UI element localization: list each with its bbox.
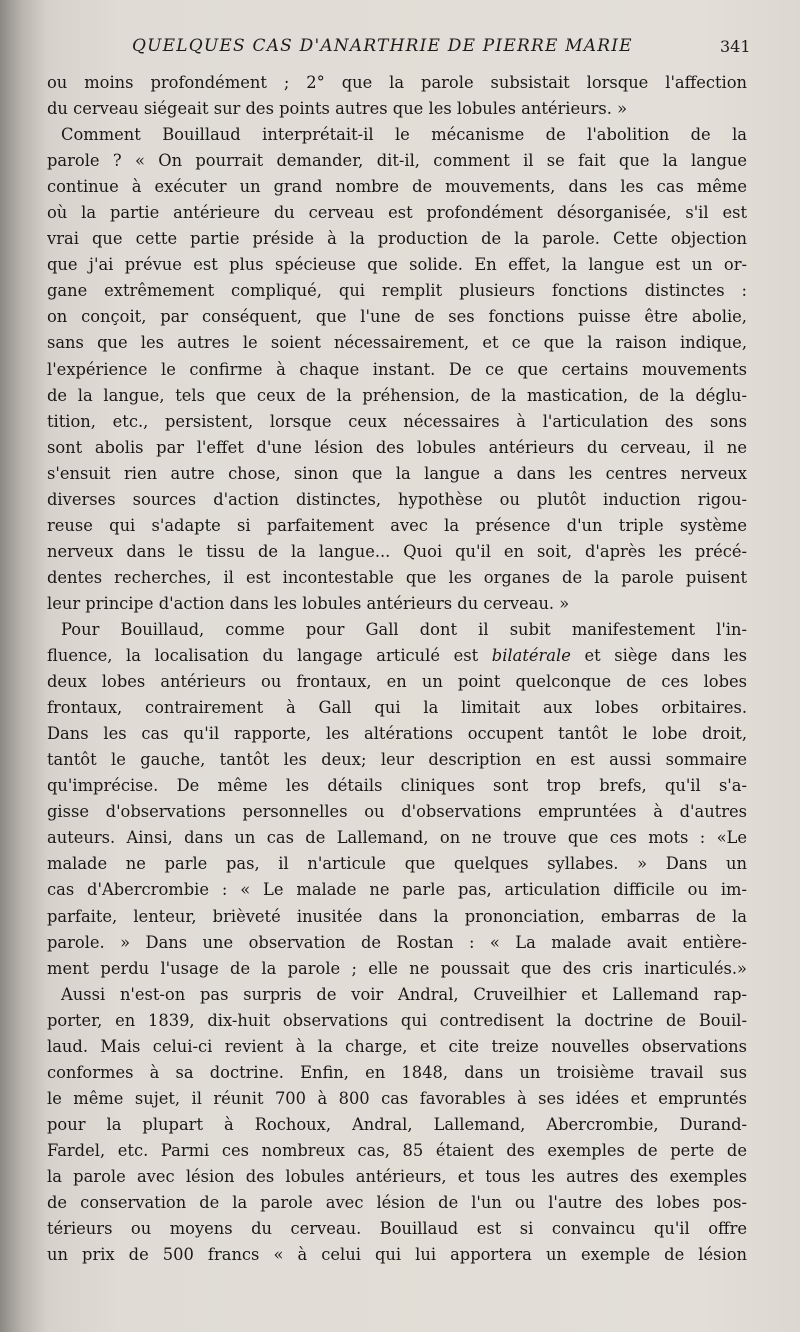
text-line: deux lobes antérieurs ou frontaux, en un point quelconque de ces lobes — [47, 672, 747, 692]
text-line: continue à exécuter un grand nombre de mouvements, dans les cas même — [47, 177, 747, 197]
text-line: gane extrêmement compliqué, qui remplit plusieurs fonctions distinctes : — [47, 281, 747, 301]
text-line: le même sujet, il réunit 700 à 800 cas favorables à ses idées et empruntés — [47, 1088, 747, 1108]
text-line: s'ensuit rien autre chose, sinon que la langue a dans les centres nerveux — [47, 463, 747, 483]
text-line: tantôt le gauche, tantôt les deux; leur description en est aussi sommaire — [47, 750, 747, 770]
text-line: Dans les cas qu'il rapporte, les altérations occupent tantôt le lobe droit, — [47, 724, 747, 744]
page-header — [0, 30, 800, 60]
text-line: frontaux, contrairement à Gall qui la limitait aux lobes orbitaires. — [47, 698, 747, 718]
text-line: Aussi n'est-on pas surpris de voir Andral, Cruveilhier et Lallemand rap- — [61, 984, 747, 1004]
text-line: sans que les autres le soient nécessairement, et ce que la raison indique, — [47, 333, 747, 353]
text-line: auteurs. Ainsi, dans un cas de Lallemand, on ne trouve que ces mots : «Le — [47, 828, 747, 848]
text-line: pour la plupart à Rochoux, Andral, Lallemand, Abercrombie, Durand- — [47, 1114, 747, 1134]
text-line: un prix de 500 francs « à celui qui lui apportera un exemple de lésion — [47, 1245, 747, 1265]
text-line: conformes à sa doctrine. Enfin, en 1848, dans un troisième travail sus — [47, 1062, 747, 1082]
text-line: parfaite, lenteur, brièveté inusitée dans la prononciation, embarras de la — [47, 906, 747, 926]
text-line: malade ne parle pas, il n'articule que quelques syllabes. » Dans un — [47, 854, 747, 874]
text-line: térieurs ou moyens du cerveau. Bouillaud est si convaincu qu'il offre — [47, 1219, 747, 1239]
emphasized-word: bilatérale — [491, 646, 571, 666]
text-line: de la langue, tels que ceux de la préhension, de la mastication, de la déglu- — [47, 385, 747, 405]
text-line: cas d'Abercrombie : « Le malade ne parle pas, articulation difficile ou im- — [47, 880, 747, 900]
text-line: gisse d'observations personnelles ou d'observations empruntées à d'autres — [47, 802, 747, 822]
text-line: laud. Mais celui-ci revient à la charge, et cite treize nouvelles observations — [47, 1036, 747, 1056]
text-line: du cerveau siégeait sur des points autres que les lobules antérieurs. » — [47, 99, 628, 119]
text-line: vrai que cette partie préside à la production de la parole. Cette objection — [47, 229, 747, 249]
body-text — [47, 70, 747, 1268]
text-line: Comment Bouillaud interprétait-il le mécanisme de l'abolition de la — [61, 125, 747, 145]
text-line: Fardel, etc. Parmi ces nombreux cas, 85 étaient des exemples de perte de — [47, 1140, 747, 1160]
text-line: qu'imprécise. De même les détails cliniques sont trop brefs, qu'il s'a- — [47, 776, 747, 796]
text-line: parole. » Dans une observation de Rostan : « La malade avait entière- — [47, 932, 747, 952]
text-line: leur principe d'action dans les lobules antérieurs du cerveau. » — [47, 593, 570, 613]
text-line: nerveux dans le tissu de la langue... Quoi qu'il en soit, d'après les précé- — [47, 541, 747, 561]
text-line: on conçoit, par conséquent, que l'une de ses fonctions puisse être abolie, — [47, 307, 747, 327]
text-line — [47, 643, 747, 669]
text-line: ou moins profondément ; 2° que la parole subsistait lorsque l'affection — [47, 73, 747, 92]
text-line-part: et siège dans les — [570, 646, 747, 666]
text-line-part: fluence, la localisation du langage articulé est — [47, 646, 492, 666]
text-line: porter, en 1839, dix-huit observations qui contredisent la doctrine de Bouil- — [47, 1010, 747, 1030]
text-line: l'expérience le confirme à chaque instant. De ce que certains mouvements — [47, 359, 747, 379]
running-title: QUELQUES CAS D'ANARTHRIE DE PIERRE MARIE — [132, 36, 633, 56]
text-line: tition, etc., persistent, lorsque ceux nécessaires à l'articulation des sons — [47, 411, 747, 431]
text-line: sont abolis par l'effet d'une lésion des lobules antérieurs du cerveau, il ne — [47, 437, 747, 457]
text-line: que j'ai prévue est plus spécieuse que solide. En effet, la langue est un or- — [47, 255, 747, 275]
text-line: la parole avec lésion des lobules antérieurs, et tous les autres des exemples — [47, 1166, 747, 1186]
page-number: 341 — [720, 37, 751, 56]
text-line: parole ? « On pourrait demander, dit-il, comment il se fait que la langue — [47, 151, 747, 171]
text-line: reuse qui s'adapte si parfaitement avec la présence d'un triple système — [47, 515, 747, 535]
text-line: diverses sources d'action distinctes, hypothèse ou plutôt induction rigou- — [47, 489, 747, 509]
text-line: où la partie antérieure du cerveau est profondément désorganisée, s'il est — [47, 203, 747, 223]
text-line: ment perdu l'usage de la parole ; elle ne poussait que des cris inarticulés.» — [47, 958, 747, 978]
text-line: dentes recherches, il est incontestable que les organes de la parole puisent — [47, 567, 747, 587]
text-line: Pour Bouillaud, comme pour Gall dont il subit manifestement l'in- — [61, 619, 747, 639]
text-line: de conservation de la parole avec lésion de l'un ou l'autre des lobes pos- — [47, 1193, 747, 1213]
